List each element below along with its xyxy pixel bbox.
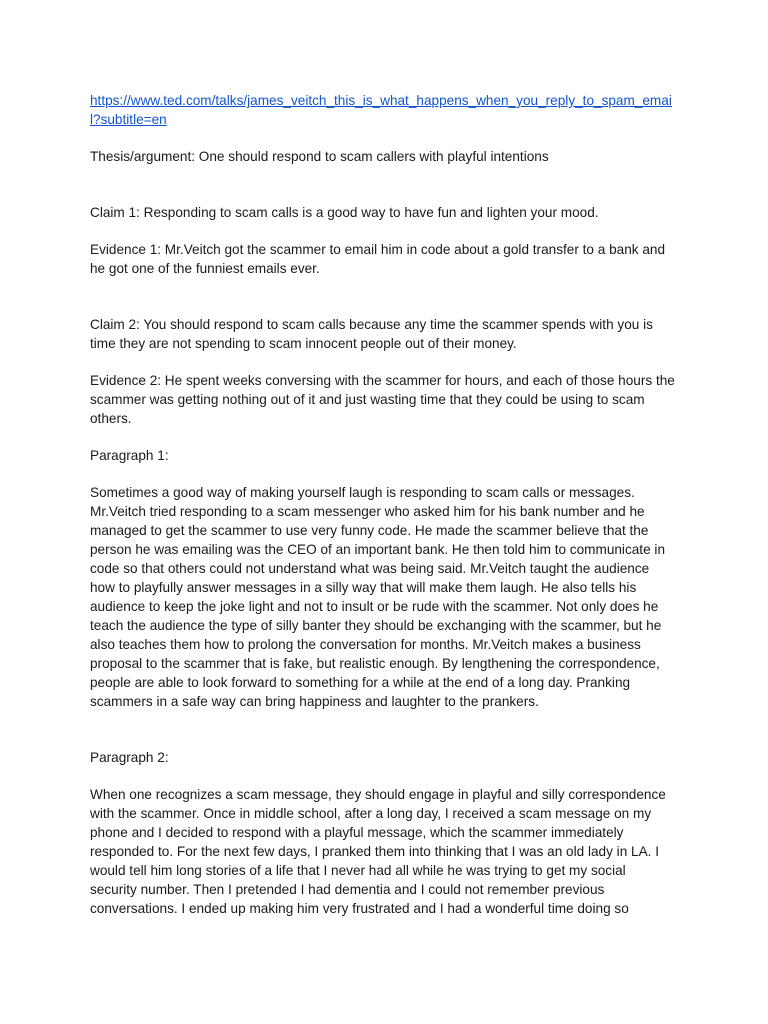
document-body xyxy=(90,91,676,918)
paragraph-2-heading: Paragraph 2: xyxy=(90,750,169,765)
ted-talk-link[interactable]: https://www.ted.com/talks/james_veitch_this_is_what_happens_when_you_reply_to_spam_email?subtitle=en xyxy=(90,93,672,127)
paragraph-1-body: Sometimes a good way of making yourself laugh is responding to scam calls or messages. Mr.Veitch tried responding to a scam messenger who asked him for his bank number and he managed to get the scammer to use very funny code. He made the scammer believe that the person he was emailing was the CEO of an important bank. He then told him to communicate in code so that others could not understand what was being said. Mr.Veitch taught the audience how to playfully answer messages in a silly way that will make them laugh. He also tells his audience to keep the joke light and not to insult or be rude with the scammer. Not only does he teach the audience the type of silly banter they should be exchanging with the scammer, but he also teaches them how to prolong the conversation for months. Mr.Veitch makes a business proposal to the scammer that is fake, but realistic enough. By lengthening the correspondence, people are able to look forward to something for a while at the end of a long day. Pranking scammers in a safe way can bring happiness and laughter to the prankers. xyxy=(90,485,666,709)
paragraph-2-body: When one recognizes a scam message, they should engage in playful and silly correspondence with the scammer. Once in middle school, after a long day, I received a scam message on my phone and I decided to respond with a playful message, which the scammer immediately responded to. For the next few days, I pranked them into thinking that I was an old lady in LA. I would tell him long stories of a life that I never had all while he was trying to get my social security number. Then I pretended I had dementia and I could not remember previous conversations. I ended up making him very frustrated and I had a wonderful time doing so xyxy=(90,787,666,916)
thesis-statement: Thesis/argument: One should respond to scam callers with playful intentions xyxy=(90,149,549,164)
claim-1: Claim 1: Responding to scam calls is a good way to have fun and lighten your mood. xyxy=(90,205,599,220)
evidence-2: Evidence 2: He spent weeks conversing with the scammer for hours, and each of those hours the scammer was getting nothing out of it and just wasting time that they could be using to scam others. xyxy=(90,373,675,426)
paragraph-1-heading: Paragraph 1: xyxy=(90,448,169,463)
claim-2: Claim 2: You should respond to scam calls because any time the scammer spends with you is time they are not spending to scam innocent people out of their money. xyxy=(90,317,653,351)
evidence-1: Evidence 1: Mr.Veitch got the scammer to email him in code about a gold transfer to a bank and he got one of the funniest emails ever. xyxy=(90,242,666,276)
